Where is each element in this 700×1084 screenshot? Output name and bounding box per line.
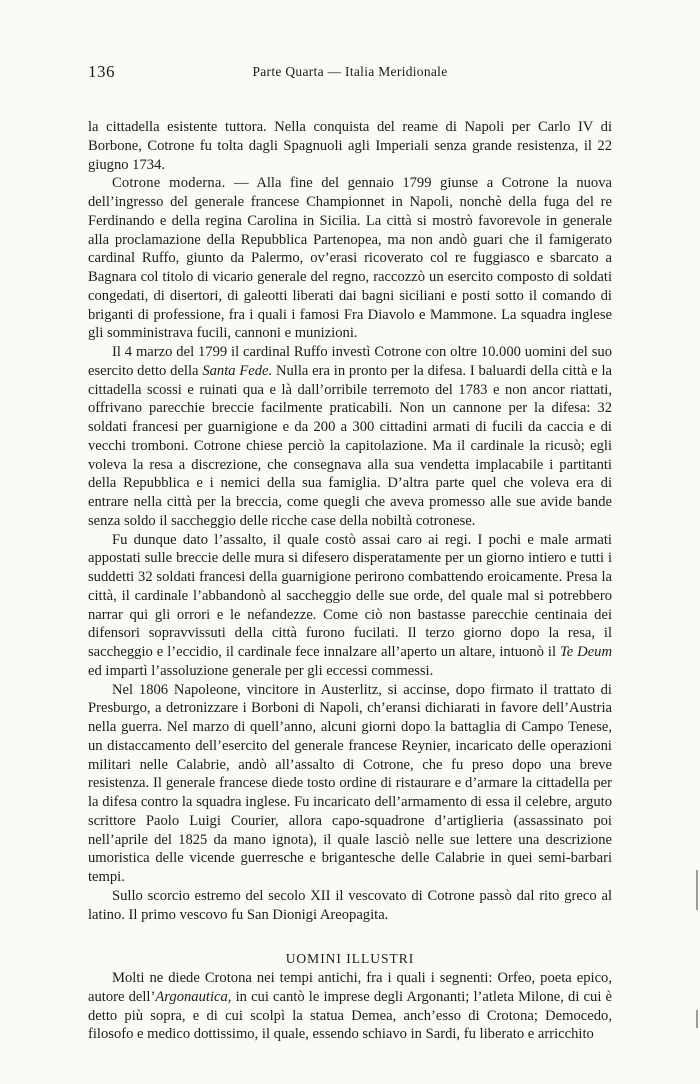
paragraph-text: Molti ne diede Crotona nei tempi antichi, fra i quali i segnenti: Orfeo, poeta epico, autore dell’ — [88, 970, 612, 1005]
italic-phrase: Te Deum — [559, 644, 613, 660]
paragraph-text: Sullo scorcio estremo del secolo XII il vescovato di Cotrone passò dal rito greco al latino. Il primo vescovo fu San Dionigi Areopagita. — [88, 887, 612, 923]
page-edge-mark — [696, 1010, 698, 1028]
paragraph — [88, 174, 612, 343]
paragraph-text: Nulla era in pronto per la difesa. I baluardi della città e la cittadella scossi e ruinati qua e là dall’orribile terremoto del 1783 e non ancor riattati, offrivano parecchie breccie facilmente praticabili. Non un cannone per la difesa: 32 soldati francesi per guarnigione e da 200 a 300 cittadini armati di fucili da caccia e di vecchi tromboni. Cotrone chiese perciò la capitolazione. Ma il cardinale la ricusò; egli voleva la resa a discrezione, che consegnava alla sua vendetta implacabile i partitanti della Repubblica e i nemici della sua famiglia. D’altra parte quel che voleva era di entrare nella città per la breccia, come quegli che aveva promesso alle sue avide bande senza soldo il saccheggio delle ricche case della nobiltà cotronese. — [88, 362, 612, 529]
paragraph-text: Nel 1806 Napoleone, vincitore in Austerlitz, si accinse, dopo firmato il trattato di Presburgo, a detronizzare i Borboni di Napoli, ch’eransi dichiarati in favore dell’Austria nella guerra. Nel marzo di quell’anno, alcuni giorni dopo la battaglia di Campo Tenese, un distaccamento dell’esercito del generale francese Reynier, incaricato delle operazioni militari nelle Calabrie, andò all’assalto di Cotrone, che fu preso dopo una breve resistenza. Il generale francese diede tosto ordine di ristaurare e d’armare la cittadella per la difesa contro la squadra inglese. Fu incaricato dell’armamento di essa il celebre, arguto scrittore Paolo Luigi Courier, allora capo-squadrone d’artiglieria (assassinato poi nell’aprile del 1825 da mano ignota), il quale lasciò nelle sue lettere una descrizione umoristica delle vicende guerresche e brigantesche delle Calabrie in quei semi-barbari tempi. — [88, 681, 612, 885]
main-text — [88, 118, 612, 1044]
paragraph — [88, 887, 612, 925]
italic-phrase: Santa Fede. — [202, 362, 273, 379]
paragraph-text: Il 4 marzo del 1799 il cardinal Ruffo investì Cotrone con oltre 10.000 uomini del suo esercito detto della — [88, 344, 612, 379]
paragraph-text: ed impartì l’assoluzione generale per gli eccessi commessi. — [88, 662, 434, 679]
page-edge-mark — [696, 870, 698, 910]
paragraph — [88, 681, 612, 887]
paragraph-text: — Alla fine del gennaio 1799 giunse a Cotrone la nuova dell’ingresso del generale francese Championnet in Napoli, nonchè della fuga del re Ferdinando e della regina Carolina in Sicilia. La città si mostrò favorevole in generale alla proclamazione della Repubblica Partenopea, ma non andò guari che il famigerato cardinal Ruffo, giunto da Palermo, ov’erasi ricoverato col re fuggiasco e sbarcato a Bagnara col titolo di vicario generale del regno, raccozzò un esercito composto di soldati congedati, di disertori, di galeotti liberati dai bagni siciliani e posti sotto il comando di briganti di professione, fra i quali i famosi Fra Diavolo e Mammone. La squadra inglese gli somministrava fucili, cannoni e munizioni. — [88, 175, 612, 342]
paragraph — [88, 531, 612, 681]
paragraph — [88, 343, 612, 531]
page-header — [88, 62, 612, 86]
paragraph-text: la cittadella esistente tuttora. Nella conquista del reame di Napoli per Carlo IV di Borbone, Cotrone fu tolta dagli Spagnuoli agli Imperiali senza grande resistenza, il 22 giugno 1734. — [88, 119, 612, 173]
italic-phrase: Argonautica, — [155, 988, 232, 1005]
running-head: Parte Quarta — Italia Meridionale — [252, 64, 448, 79]
paragraph-text: Fu dunque dato l’assalto, il quale costò assai caro ai regi. I pochi e male armati appostati sulle breccie delle mura si difesero disperatamente per un giorno intiero e tutti i suddetti 32 soldati francesi della guarnigione perirono combattendo eroicamente. Presa la città, il cardinale l’abbandonò al saccheggio delle sue orde, del quale mal si potrebbero narrar qui gli orrori e le nefandezze. Come ciò non bastasse parecchie centinaia dei difensori sopravvissuti della città furono fucilati. Il terzo giorno dopo la resa, il saccheggio e l’eccidio, il cardinale fece innalzare all’aperto un altare, intuonò il — [88, 531, 612, 660]
section-heading: UOMINI ILLUSTRI — [285, 951, 415, 967]
paragraph-heading: Cotrone moderna. — [112, 175, 226, 192]
paragraph-text: in cui cantò le imprese degli Argonanti; l’atleta Milone, di cui è detto più sopra, e di cui scolpì la statua Demea, anch’esso di Crotona; Democedo, filosofo e medico dottissimo, il quale, essendo schiavo in Sardi, fu liberato e arricchito — [88, 988, 612, 1043]
page-number: 136 — [88, 62, 115, 81]
paragraph — [88, 118, 612, 174]
paragraph — [88, 969, 612, 1044]
